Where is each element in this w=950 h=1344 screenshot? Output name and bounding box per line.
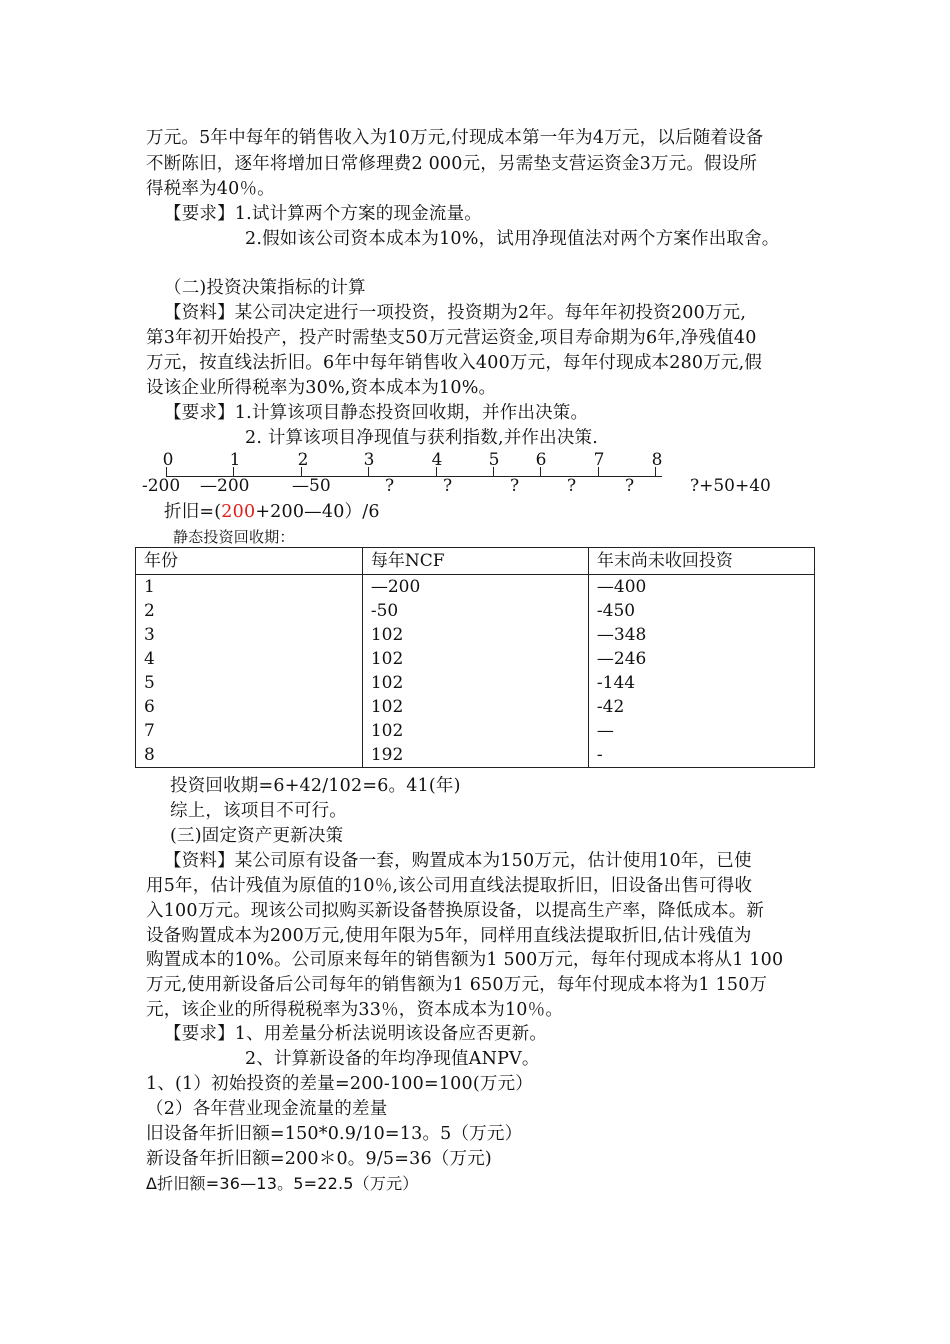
table-cell: 4 [136,647,363,671]
table-cell: 102 [362,671,588,695]
table-cell: - [588,743,814,768]
section-3-requirement-1: 【要求】1、用差量分析法说明该设备应否更新。 [164,1024,548,1044]
table-cell: — [588,719,814,743]
timeline-year-2: 2 [297,450,309,470]
table-cell: -144 [588,671,814,695]
section-3-para-6: 万元,使用新设备后公司每年的销售额为1 650万元，每年付现成本将为1 150万 [146,975,768,995]
timeline-year-3: 3 [363,450,375,470]
solution-line-3: 旧设备年折旧额=150*0.9/10=13。5（万元） [146,1124,523,1144]
timeline-year-5: 5 [488,450,500,470]
depreciation-suffix: +200—40）/6 [255,502,380,522]
table-row [136,719,815,743]
table-header-ncf: 每年NCF [362,548,588,575]
timeline-year-1: 1 [229,450,241,470]
timeline-cashflow-3: ? [385,476,395,496]
table-cell: —400 [588,575,814,600]
solution-line-1: 1、(1）初始投资的差量=200-100=100(万元） [146,1074,533,1094]
section-2-requirement-2: 2. 计算该项目净现值与获利指数,并作出决策. [245,428,598,448]
timeline-year-6: 6 [535,450,547,470]
table-cell: —348 [588,623,814,647]
timeline-cashflow-2: —50 [292,476,331,496]
section-3-heading: (三)固定资产更新决策 [170,826,344,846]
section-2-requirement-1: 【要求】1.计算该项目静态投资回收期，并作出决策。 [164,403,589,423]
solution-line-2: （2）各年营业现金流量的差量 [146,1099,388,1119]
table-cell: —200 [362,575,588,600]
table-cell: 2 [136,599,363,623]
timeline-year-7: 7 [593,450,605,470]
depreciation-prefix: 折旧=( [164,502,222,522]
table-cell: 192 [362,743,588,768]
depreciation-formula [164,500,380,524]
table-cell: 7 [136,719,363,743]
intro-line-1: 万元。5年中每年的销售收入为10万元,付现成本第一年为4万元，以后随着设备 [146,128,764,148]
intro-line-2: 不断陈旧，逐年将增加日常修理费2 000元，另需垫支营运资金3万元。假设所 [146,154,758,174]
table-row [136,647,815,671]
intro-line-3: 得税率为40％。 [146,179,275,199]
table-row [136,599,815,623]
table-row [136,671,815,695]
solution-line-5: Δ折旧额=36—13。5=22.5（万元） [146,1174,419,1193]
intro-requirement-2: 2.假如该公司资本成本为10%，试用净现值法对两个方案作出取舍。 [245,229,780,249]
solution-line-4: 新设备年折旧额=200＊0。9/5=36（万元) [146,1149,492,1169]
timeline-cashflow-7: ? [625,476,635,496]
section-2-para-2: 第3年初开始投产，投产时需垫支50万元营运资金,项目寿命期为6年,净残值40 [146,328,757,348]
payback-conclusion: 综上，该项目不可行。 [170,801,347,821]
section-3-para-4: 设备购置成本为200万元,使用年限为5年，同样用直线法提取折旧,估计残值为 [146,926,752,946]
section-3-para-5: 购置成本的10%。公司原来每年的销售额为1 500万元，每年付现成本将从1 100 [146,950,784,970]
section-3-para-1: 【资料】某公司原有设备一套，购置成本为150万元，估计使用10年，已使 [164,851,752,871]
table-cell: —246 [588,647,814,671]
timeline-cashflow-4: ? [443,476,453,496]
depreciation-highlight: 200 [221,502,256,522]
timeline-cashflow-0: -200 [142,476,181,496]
section-3-para-2: 用5年，估计残值为原值的10％,该公司用直线法提取折旧，旧设备出售可得收 [146,876,753,896]
section-2-heading: （二)投资决策指标的计算 [164,278,366,298]
section-3-para-7: 元，该企业的所得税税率为33％，资本成本为10％。 [146,1000,564,1020]
table-row [136,575,815,600]
table-row [136,743,815,768]
table-header-year: 年份 [136,548,363,575]
table-cell: -450 [588,599,814,623]
table-row [136,695,815,719]
table-cell: 102 [362,647,588,671]
section-2-para-1: 【资料】某公司决定进行一项投资，投资期为2年。每年年初投资200万元, [164,303,747,323]
table-cell: 1 [136,575,363,600]
payback-result: 投资回收期=6+42/102=6。41(年) [170,776,461,796]
table-cell: -50 [362,599,588,623]
table-cell: 5 [136,671,363,695]
timeline-year-4: 4 [431,450,443,470]
timeline-cashflow-5: ? [510,476,520,496]
table-cell: 102 [362,695,588,719]
static-payback-table [135,547,815,768]
section-3-para-3: 入100万元。现该公司拟购买新设备替换原设备，以提高生产率，降低成本。新 [146,901,765,921]
static-payback-caption: 静态投资回收期： [173,528,295,546]
table-row [136,623,815,647]
table-header-unrecovered: 年末尚未收回投资 [588,548,814,575]
timeline-year-0: 0 [162,450,174,470]
table-cell: 102 [362,623,588,647]
cash-flow-timeline [140,450,780,500]
table-cell: 8 [136,743,363,768]
timeline-cashflow-1: —200 [200,476,250,496]
table-cell: 102 [362,719,588,743]
timeline-year-8: 8 [651,450,663,470]
timeline-cashflow-8: ?+50+40 [690,476,771,496]
table-header-row [136,548,815,575]
section-2-para-4: 设该企业所得税率为30%,资本成本为10%。 [146,378,497,398]
timeline-cashflow-6: ? [567,476,577,496]
table-cell: 3 [136,623,363,647]
intro-requirement-1: 【要求】1.试计算两个方案的现金流量。 [164,204,482,224]
table-cell: 6 [136,695,363,719]
table-cell: -42 [588,695,814,719]
section-3-requirement-2: 2、计算新设备的年均净现值ANPV。 [245,1049,540,1069]
section-2-para-3: 万元，按直线法折旧。6年中每年销售收入400万元，每年付现成本280万元,假 [146,353,763,373]
